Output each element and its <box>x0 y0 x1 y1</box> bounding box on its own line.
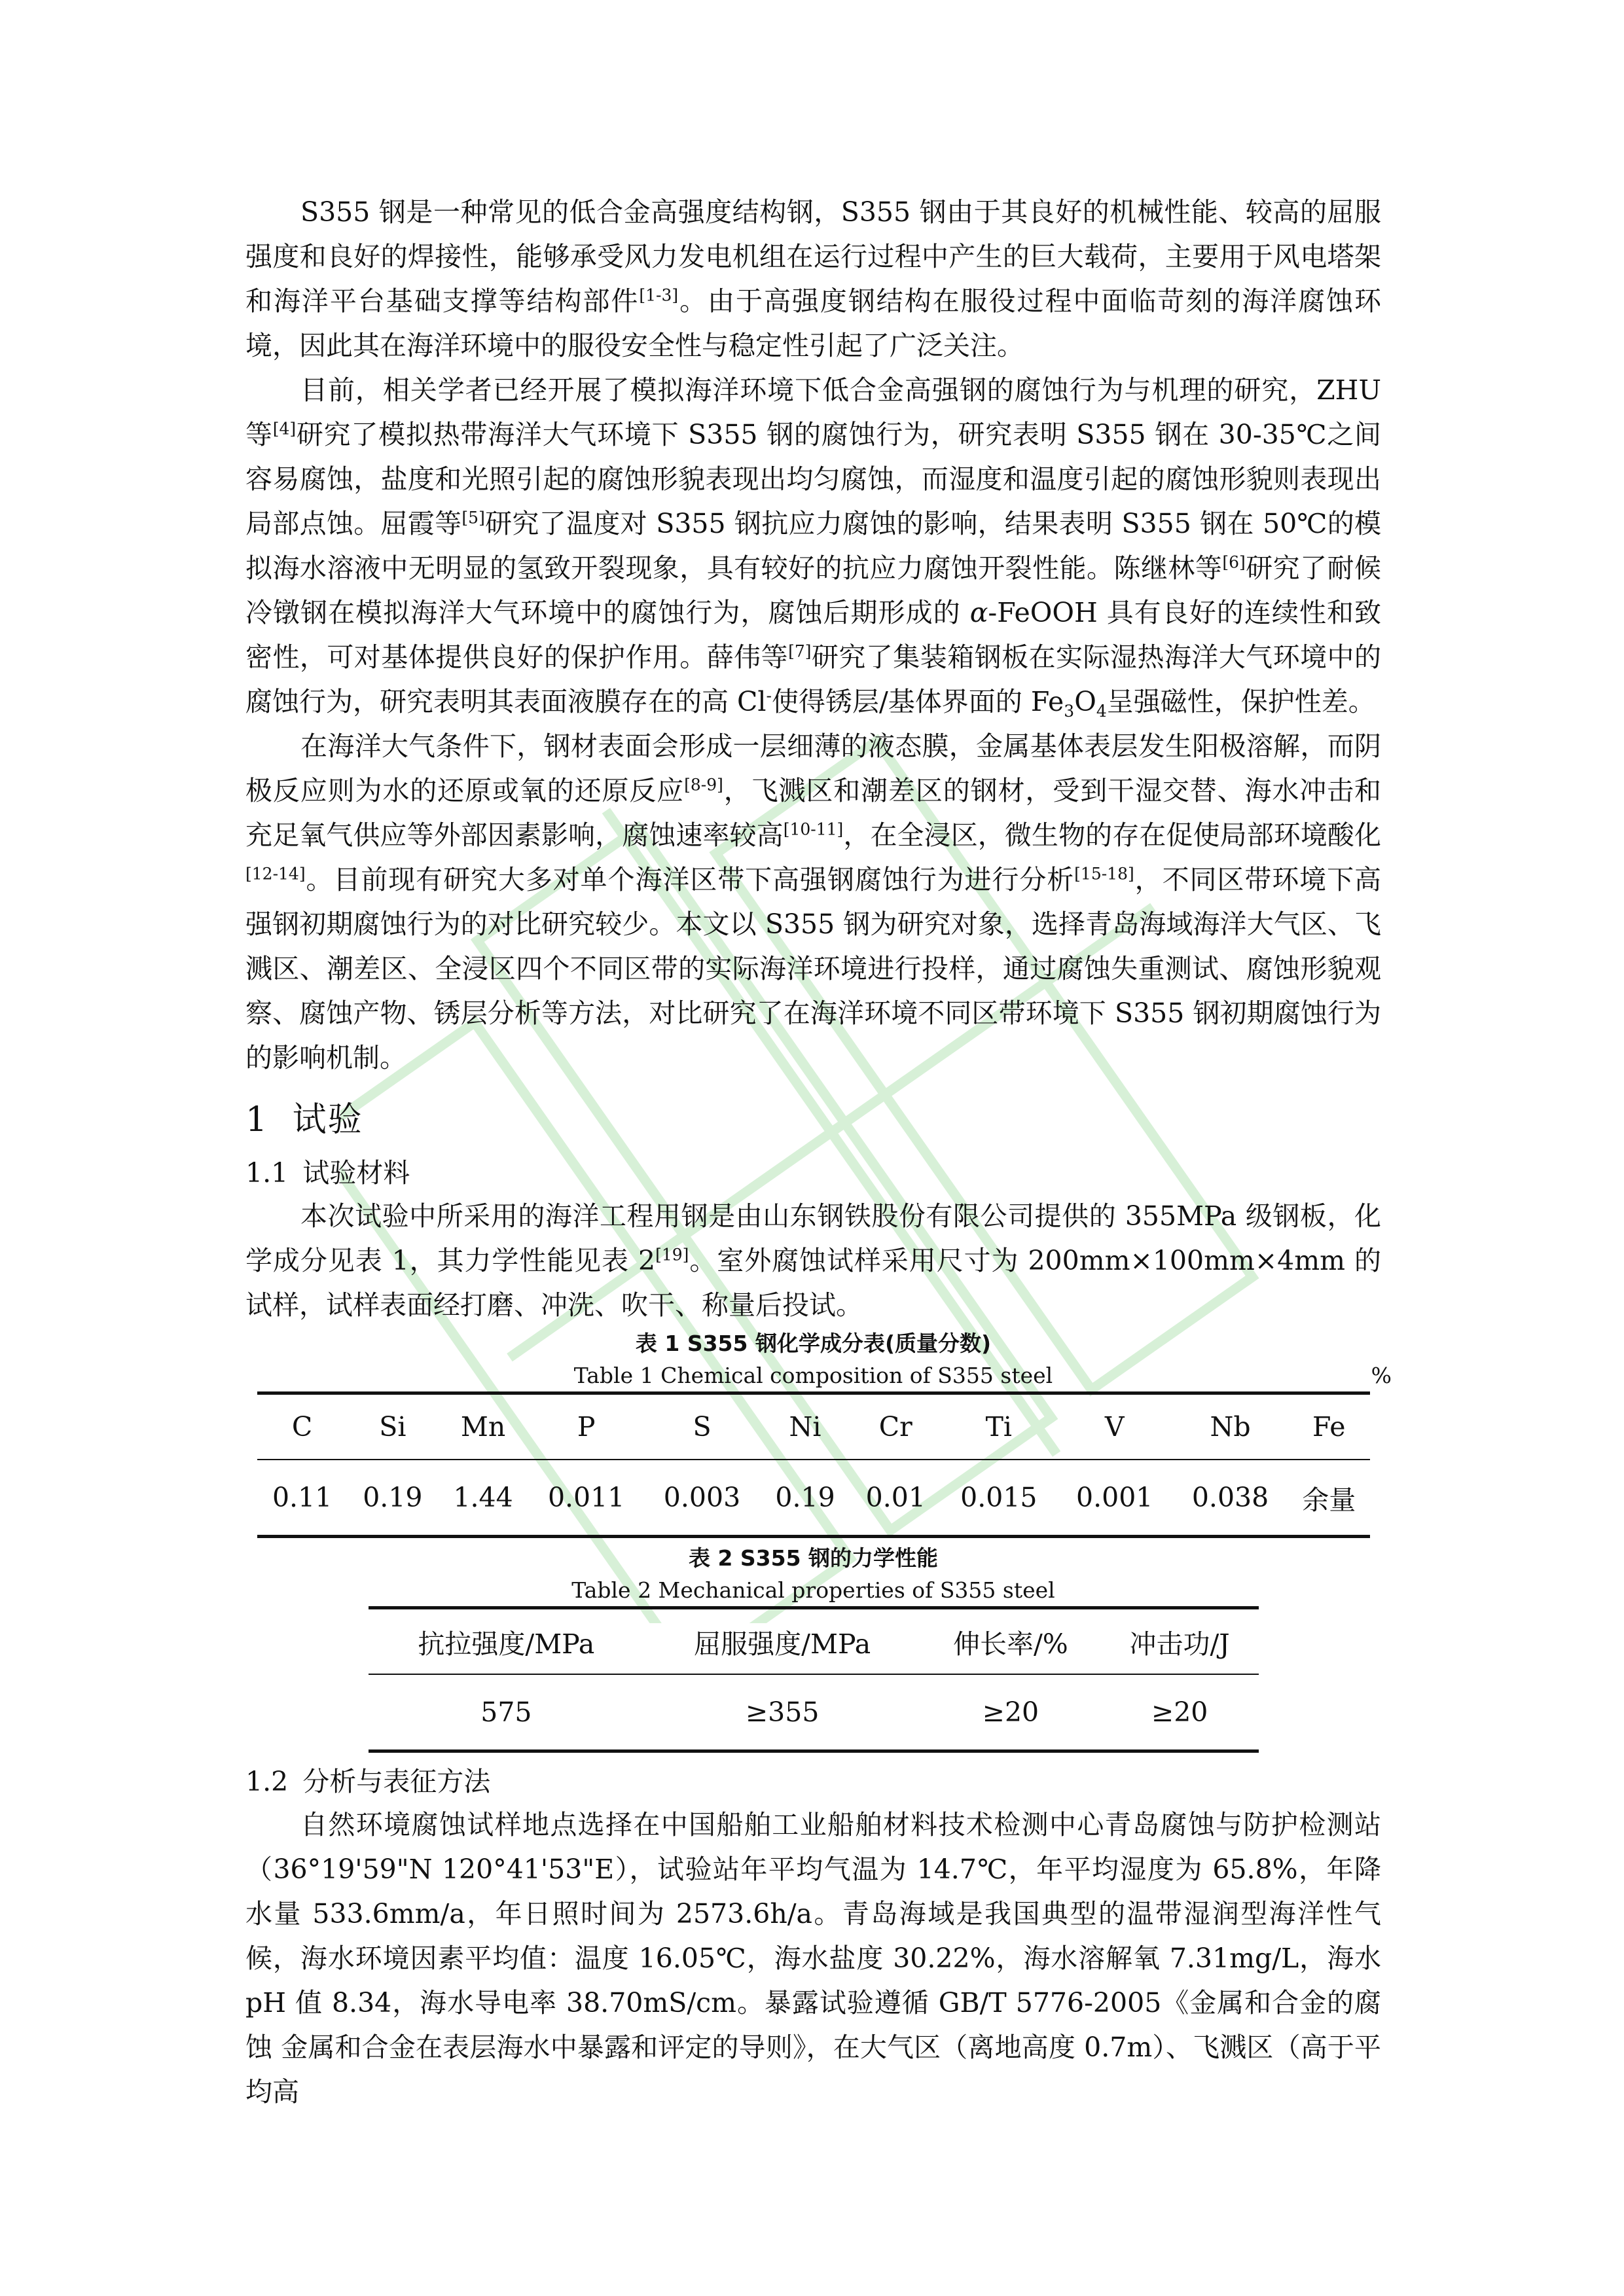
table-cell: 余量 <box>1288 1460 1370 1537</box>
paragraph <box>245 1803 1381 2114</box>
text-run: 研究了模拟热带海洋大气环境下 S355 钢的腐蚀行为，研究表明 S355 钢在 30-35℃之间容易腐蚀，盐度和光照引起的腐蚀形貌表现出均匀腐蚀，而湿度和温度引起的腐蚀形貌则表现出局部点蚀。屈霞等 <box>245 419 1381 539</box>
text-run: O <box>1074 686 1096 717</box>
text-run: ，不同区带环境下高强钢初期腐蚀行为的对比研究较少。本文以 S355 钢为研究对象，选择青岛海域海洋大气区、飞溅区、潮差区、全浸区四个不同区带的实际海洋环境进行投样，通过腐蚀失重测试、腐蚀形貌观察、腐蚀产物、锈层分析等方法，对比研究了在海洋环境不同区带环境下 S355 钢初期腐蚀行为的影响机制。 <box>245 864 1382 1073</box>
column-header: 屈服强度/MPa <box>644 1608 920 1675</box>
table-cell: 0.015 <box>941 1460 1056 1537</box>
column-header: Cr <box>850 1393 941 1460</box>
citation-sup: [7] <box>788 641 812 661</box>
citation-sup: [12-14] <box>245 864 306 884</box>
table-cell: 0.19 <box>760 1460 850 1537</box>
citation-sup: [10-11] <box>783 819 844 839</box>
page-content <box>245 190 1392 2114</box>
column-header: Ni <box>760 1393 850 1460</box>
subsection-title: 分析与表征方法 <box>302 1766 491 1797</box>
table2-caption-cn: 表 2 S355 钢的力学性能 <box>688 1545 939 1571</box>
chemical-composition-table <box>257 1391 1370 1538</box>
citation-sup: - <box>766 686 772 706</box>
section-title: 试验 <box>292 1100 363 1139</box>
column-header: Fe <box>1288 1393 1370 1460</box>
column-header: 冲击功/J <box>1101 1608 1259 1675</box>
paragraph <box>245 190 1381 368</box>
table-cell: 575 <box>369 1674 645 1751</box>
text-run: ，飞溅区和潮差区的钢材，受到干湿交替、海水冲击和充足氧气供应等外部因素影响，腐蚀速率较高 <box>245 775 1381 851</box>
paragraph <box>245 724 1381 1080</box>
text-run: 自然环境腐蚀试样地点选择在中国船舶工业船舶材料技术检测中心青岛腐蚀与防护检测站（36°19'59"N 120°41'53"E），试验站年平均气温为 14.7℃，年平均湿度为 65.8%，年降水量 533.6mm/a，年日照时间为 2573.6h/a。青岛海域是我国典型的温带湿润型海洋性气候，海水环境因素平均值：温度 16.05℃，海水盐度 30.22%，海水溶解氧 7.31mg/L，海水 pH 值 8.34，海水导电率 38.70mS/cm。暴露试验遵循 GB/T 5776-2005《金属和合金的腐蚀 金属和合金在表层海水中暴露和评定的导则》，在大气区（离地高度 0.7m）、飞溅区（高于平均高 <box>245 1809 1381 2108</box>
column-header: Ti <box>941 1393 1056 1460</box>
mechanical-properties-table <box>369 1606 1259 1753</box>
subsection-title: 试验材料 <box>302 1157 410 1189</box>
text-run: 在海洋大气条件下，钢材表面会形成一层细薄的液态膜，金属基体表层发生阳极溶解，而阴极反应则为水的还原或氧的还原反应 <box>245 730 1381 806</box>
table1-caption-cn: 表 1 S355 钢化学成分表(质量分数) <box>635 1331 992 1356</box>
subscript: 4 <box>1096 702 1107 721</box>
table-cell: 1.44 <box>438 1460 528 1537</box>
table-header-row <box>369 1608 1259 1675</box>
table-cell: 0.11 <box>257 1460 348 1537</box>
table-cell: 0.038 <box>1172 1460 1288 1537</box>
citation-sup: [15-18] <box>1074 864 1134 884</box>
table-cell: 0.19 <box>348 1460 438 1537</box>
text-run: 。目前现有研究大多对单个海洋区带下高强钢腐蚀行为进行分析 <box>305 864 1075 895</box>
column-header: Nb <box>1172 1393 1288 1460</box>
column-header: V <box>1056 1393 1172 1460</box>
text-run: 本次试验中所采用的海洋工程用钢是由山东钢铁股份有限公司提供的 355MPa 级钢板，化学成分见表 1，其力学性能见表 2 <box>245 1200 1381 1276</box>
subsection-number: 1.2 <box>245 1766 289 1797</box>
table-header-row <box>257 1393 1370 1460</box>
section-heading <box>245 1097 1381 1143</box>
table-row <box>257 1460 1370 1537</box>
subsection-heading-methods <box>245 1761 1381 1803</box>
citation-sup: [6] <box>1222 552 1246 572</box>
column-header: 抗拉强度/MPa <box>369 1608 645 1675</box>
paragraph <box>245 1194 1381 1327</box>
citation-sup: [5] <box>461 508 485 528</box>
table-cell: ≥20 <box>1101 1674 1259 1751</box>
table1-caption-en-row <box>245 1360 1392 1391</box>
materials-section <box>245 1194 1381 1327</box>
text-run: -FeOOH 具有良好的连续性和致密性，可对基体提供良好的保护作用。薛伟等 <box>245 597 1381 673</box>
text-run: 。由于高强度钢结构在服役过程中面临苛刻的海洋腐蚀环境，因此其在海洋环境中的服役安全性与稳定性引起了广泛关注。 <box>245 285 1382 361</box>
citation-sup: [8-9] <box>684 775 723 795</box>
intro-section <box>245 190 1381 1080</box>
text-run: 呈强磁性，保护性差。 <box>1106 686 1375 717</box>
text-run: 使得锈层/基体界面的 Fe <box>771 686 1064 717</box>
table-cell: ≥20 <box>920 1674 1101 1751</box>
methods-section <box>245 1803 1381 2114</box>
table-cell: 0.01 <box>850 1460 941 1537</box>
column-header: C <box>257 1393 348 1460</box>
italic-symbol: α <box>969 597 988 628</box>
table2-caption-en: Table 2 Mechanical properties of S355 steel <box>571 1577 1055 1603</box>
table-cell: 0.001 <box>1056 1460 1172 1537</box>
column-header: Mn <box>438 1393 528 1460</box>
text-run: 目前，相关学者已经开展了模拟海洋环境下低合金高强钢的腐蚀行为与机理的研究，ZHU 等 <box>245 374 1381 450</box>
text-run: 研究了耐候冷镦钢在模拟海洋大气环境中的腐蚀行为，腐蚀后期形成的 <box>245 552 1381 628</box>
subsection-number: 1.1 <box>245 1157 289 1189</box>
table-cell: ≥355 <box>644 1674 920 1751</box>
subsection-heading-materials <box>245 1152 1381 1194</box>
citation-sup: [4] <box>272 419 297 439</box>
citation-sup: [19] <box>655 1245 689 1265</box>
column-header: S <box>644 1393 760 1460</box>
column-header: P <box>528 1393 644 1460</box>
subscript: 3 <box>1064 702 1075 721</box>
table-cell: 0.011 <box>528 1460 644 1537</box>
paragraph <box>245 368 1381 724</box>
table-cell: 0.003 <box>644 1460 760 1537</box>
table1-caption-en: Table 1 Chemical composition of S355 steel <box>573 1363 1053 1388</box>
citation-sup: [1-3] <box>639 285 679 305</box>
column-header: 伸长率/% <box>920 1608 1101 1675</box>
table-row <box>369 1674 1259 1751</box>
text-run: 。室外腐蚀试样采用尺寸为 200mm×100mm×4mm 的试样，试样表面经打磨、冲洗、吹干、称量后投试。 <box>245 1245 1381 1321</box>
text-run: 研究了温度对 S355 钢抗应力腐蚀的影响，结果表明 S355 钢在 50℃的模拟海水溶液中无明显的氢致开裂现象，具有较好的抗应力腐蚀开裂性能。陈继林等 <box>245 508 1382 584</box>
table1-unit: % <box>1371 1363 1392 1388</box>
section-number: 1 <box>245 1100 269 1139</box>
text-run: S355 钢是一种常见的低合金高强度结构钢，S355 钢由于其良好的机械性能、较高的屈服强度和良好的焊接性，能够承受风力发电机组在运行过程中产生的巨大载荷，主要用于风电塔架和海洋平台基础支撑等结构部件 <box>245 196 1381 317</box>
text-run: ，在全浸区，微生物的存在促使局部环境酸化 <box>843 819 1382 851</box>
column-header: Si <box>348 1393 438 1460</box>
text-run: 研究了集装箱钢板在实际湿热海洋大气环境中的腐蚀行为，研究表明其表面液膜存在的高 Cl <box>245 641 1381 717</box>
